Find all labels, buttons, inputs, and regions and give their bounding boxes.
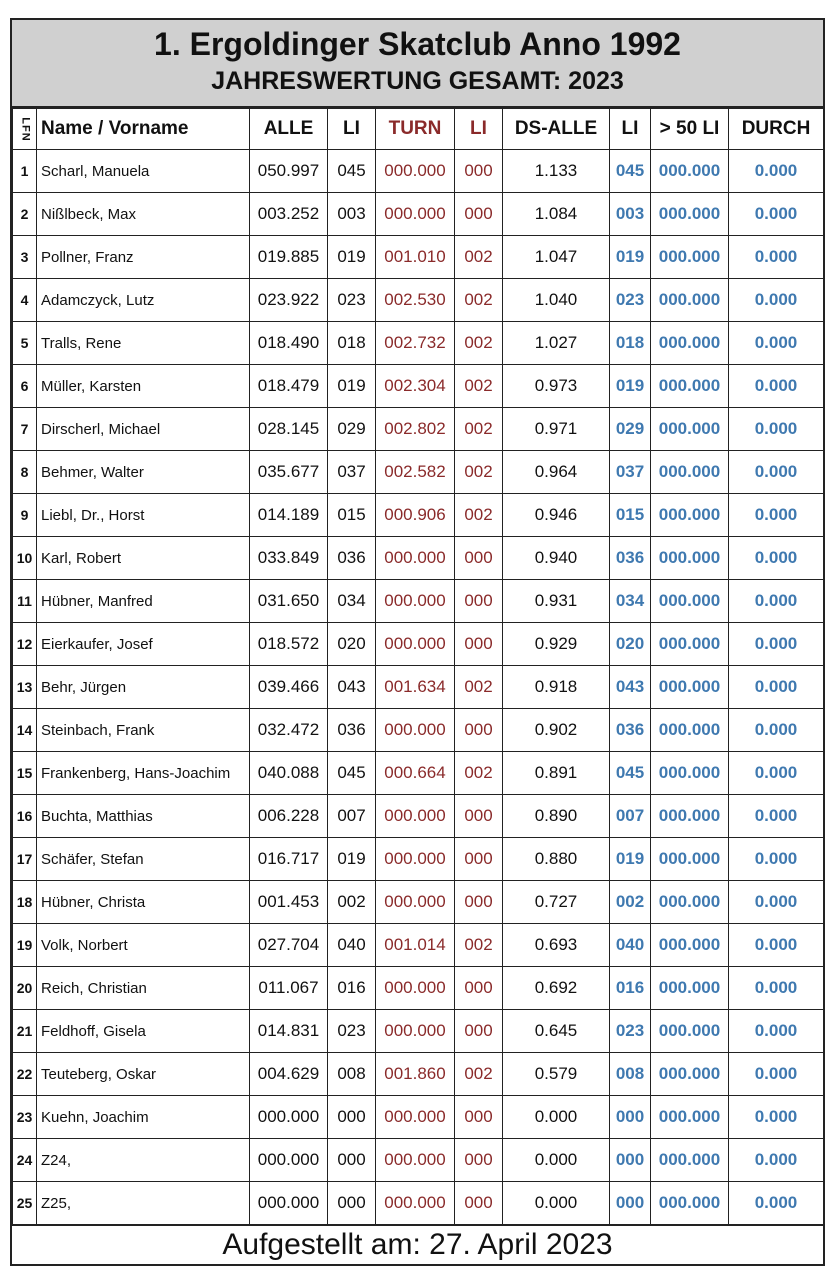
cell-li: 034 xyxy=(328,580,376,623)
cell-ds-li: 034 xyxy=(610,580,651,623)
cell-turn-li: 002 xyxy=(455,236,503,279)
cell-over-50-li: 000.000 xyxy=(651,451,729,494)
cell-li: 040 xyxy=(328,924,376,967)
cell-ds-li: 019 xyxy=(610,236,651,279)
cell-turn-li: 000 xyxy=(455,537,503,580)
cell-li: 019 xyxy=(328,236,376,279)
cell-li: 008 xyxy=(328,1053,376,1096)
club-title: 1. Ergoldinger Skatclub Anno 1992 xyxy=(154,26,681,62)
cell-ds-alle: 1.133 xyxy=(503,150,610,193)
cell-name: Hübner, Manfred xyxy=(37,580,250,623)
cell-ds-alle: 1.027 xyxy=(503,322,610,365)
cell-turn: 000.000 xyxy=(376,193,455,236)
cell-over-50-li: 000.000 xyxy=(651,795,729,838)
cell-ds-alle: 0.918 xyxy=(503,666,610,709)
cell-turn-li: 000 xyxy=(455,150,503,193)
cell-over-50-li: 000.000 xyxy=(651,322,729,365)
column-header-li: LI xyxy=(328,109,376,150)
cell-name: Nißlbeck, Max xyxy=(37,193,250,236)
cell-alle: 001.453 xyxy=(250,881,328,924)
cell-alle: 000.000 xyxy=(250,1096,328,1139)
cell-turn: 000.000 xyxy=(376,150,455,193)
cell-over-50-li: 000.000 xyxy=(651,666,729,709)
cell-name: Feldhoff, Gisela xyxy=(37,1010,250,1053)
cell-turn-li: 000 xyxy=(455,1096,503,1139)
cell-ds-li: 015 xyxy=(610,494,651,537)
cell-name: Steinbach, Frank xyxy=(37,709,250,752)
cell-ds-alle: 0.645 xyxy=(503,1010,610,1053)
cell-turn: 000.000 xyxy=(376,795,455,838)
cell-durch: 0.000 xyxy=(729,451,824,494)
cell-name: Buchta, Matthias xyxy=(37,795,250,838)
cell-ds-alle: 0.891 xyxy=(503,752,610,795)
cell-ds-li: 040 xyxy=(610,924,651,967)
cell-turn: 002.802 xyxy=(376,408,455,451)
cell-turn: 000.000 xyxy=(376,1139,455,1182)
cell-li: 045 xyxy=(328,150,376,193)
table-row xyxy=(13,408,824,451)
cell-li: 016 xyxy=(328,967,376,1010)
cell-ds-alle: 1.047 xyxy=(503,236,610,279)
cell-turn-li: 002 xyxy=(455,279,503,322)
cell-over-50-li: 000.000 xyxy=(651,1053,729,1096)
column-header-ds-alle: DS-ALLE xyxy=(503,109,610,150)
cell-lfn: 11 xyxy=(13,580,37,623)
cell-lfn: 18 xyxy=(13,881,37,924)
cell-durch: 0.000 xyxy=(729,1010,824,1053)
table-row xyxy=(13,795,824,838)
cell-over-50-li: 000.000 xyxy=(651,193,729,236)
cell-ds-li: 000 xyxy=(610,1096,651,1139)
cell-turn: 001.634 xyxy=(376,666,455,709)
cell-turn: 001.860 xyxy=(376,1053,455,1096)
cell-ds-alle: 0.931 xyxy=(503,580,610,623)
cell-li: 036 xyxy=(328,537,376,580)
cell-ds-li: 019 xyxy=(610,838,651,881)
table-row xyxy=(13,279,824,322)
table-row xyxy=(13,709,824,752)
cell-alle: 033.849 xyxy=(250,537,328,580)
table-row xyxy=(13,1096,824,1139)
cell-li: 045 xyxy=(328,752,376,795)
cell-lfn: 14 xyxy=(13,709,37,752)
cell-li: 043 xyxy=(328,666,376,709)
cell-ds-li: 019 xyxy=(610,365,651,408)
cell-ds-alle: 1.040 xyxy=(503,279,610,322)
cell-li: 020 xyxy=(328,623,376,666)
table-row xyxy=(13,193,824,236)
cell-lfn: 19 xyxy=(13,924,37,967)
cell-over-50-li: 000.000 xyxy=(651,365,729,408)
standings-sheet xyxy=(10,18,825,1266)
cell-turn-li: 000 xyxy=(455,795,503,838)
cell-ds-alle: 0.929 xyxy=(503,623,610,666)
sheet-header xyxy=(12,20,823,108)
cell-alle: 000.000 xyxy=(250,1139,328,1182)
cell-alle: 014.189 xyxy=(250,494,328,537)
cell-durch: 0.000 xyxy=(729,236,824,279)
table-row xyxy=(13,623,824,666)
cell-durch: 0.000 xyxy=(729,279,824,322)
cell-over-50-li: 000.000 xyxy=(651,279,729,322)
cell-lfn: 13 xyxy=(13,666,37,709)
cell-durch: 0.000 xyxy=(729,537,824,580)
cell-over-50-li: 000.000 xyxy=(651,1182,729,1225)
cell-turn: 002.304 xyxy=(376,365,455,408)
cell-durch: 0.000 xyxy=(729,666,824,709)
cell-durch: 0.000 xyxy=(729,494,824,537)
cell-durch: 0.000 xyxy=(729,580,824,623)
cell-turn-li: 002 xyxy=(455,494,503,537)
cell-ds-alle: 0.000 xyxy=(503,1096,610,1139)
cell-name: Adamczyck, Lutz xyxy=(37,279,250,322)
cell-turn: 000.000 xyxy=(376,537,455,580)
cell-ds-alle: 0.000 xyxy=(503,1139,610,1182)
cell-li: 019 xyxy=(328,365,376,408)
cell-name: Volk, Norbert xyxy=(37,924,250,967)
cell-alle: 011.067 xyxy=(250,967,328,1010)
cell-durch: 0.000 xyxy=(729,623,824,666)
cell-alle: 028.145 xyxy=(250,408,328,451)
column-header-durch: DURCH xyxy=(729,109,824,150)
cell-name: Liebl, Dr., Horst xyxy=(37,494,250,537)
cell-turn-li: 002 xyxy=(455,365,503,408)
cell-name: Hübner, Christa xyxy=(37,881,250,924)
table-row xyxy=(13,322,824,365)
cell-name: Müller, Karsten xyxy=(37,365,250,408)
cell-ds-li: 036 xyxy=(610,709,651,752)
cell-alle: 006.228 xyxy=(250,795,328,838)
cell-name: Teuteberg, Oskar xyxy=(37,1053,250,1096)
cell-durch: 0.000 xyxy=(729,924,824,967)
table-row xyxy=(13,666,824,709)
cell-name: Z24, xyxy=(37,1139,250,1182)
cell-turn-li: 002 xyxy=(455,666,503,709)
cell-turn: 000.000 xyxy=(376,1010,455,1053)
cell-ds-alle: 0.890 xyxy=(503,795,610,838)
cell-over-50-li: 000.000 xyxy=(651,236,729,279)
cell-alle: 003.252 xyxy=(250,193,328,236)
cell-ds-li: 023 xyxy=(610,1010,651,1053)
cell-name: Kuehn, Joachim xyxy=(37,1096,250,1139)
cell-li: 007 xyxy=(328,795,376,838)
column-header-alle: ALLE xyxy=(250,109,328,150)
table-header-row xyxy=(13,109,824,150)
table-row xyxy=(13,537,824,580)
cell-turn-li: 000 xyxy=(455,1010,503,1053)
cell-over-50-li: 000.000 xyxy=(651,752,729,795)
cell-ds-li: 036 xyxy=(610,537,651,580)
cell-lfn: 7 xyxy=(13,408,37,451)
cell-ds-alle: 0.727 xyxy=(503,881,610,924)
cell-ds-alle: 1.084 xyxy=(503,193,610,236)
table-row xyxy=(13,1182,824,1225)
cell-over-50-li: 000.000 xyxy=(651,1010,729,1053)
cell-turn: 000.000 xyxy=(376,967,455,1010)
table-row xyxy=(13,236,824,279)
cell-over-50-li: 000.000 xyxy=(651,580,729,623)
cell-turn-li: 000 xyxy=(455,1139,503,1182)
cell-durch: 0.000 xyxy=(729,709,824,752)
cell-alle: 040.088 xyxy=(250,752,328,795)
cell-durch: 0.000 xyxy=(729,1182,824,1225)
cell-lfn: 1 xyxy=(13,150,37,193)
table-row xyxy=(13,838,824,881)
cell-lfn: 2 xyxy=(13,193,37,236)
cell-ds-li: 002 xyxy=(610,881,651,924)
cell-name: Pollner, Franz xyxy=(37,236,250,279)
cell-alle: 018.572 xyxy=(250,623,328,666)
cell-over-50-li: 000.000 xyxy=(651,623,729,666)
cell-turn: 000.000 xyxy=(376,623,455,666)
cell-over-50-li: 000.000 xyxy=(651,494,729,537)
cell-name: Behmer, Walter xyxy=(37,451,250,494)
column-header-ds-li: LI xyxy=(610,109,651,150)
cell-lfn: 25 xyxy=(13,1182,37,1225)
cell-turn: 000.000 xyxy=(376,1182,455,1225)
cell-name: Tralls, Rene xyxy=(37,322,250,365)
cell-turn: 000.000 xyxy=(376,1096,455,1139)
cell-over-50-li: 000.000 xyxy=(651,150,729,193)
season-subtitle: JAHRESWERTUNG GESAMT: 2023 xyxy=(211,67,624,95)
cell-li: 018 xyxy=(328,322,376,365)
cell-alle: 032.472 xyxy=(250,709,328,752)
cell-durch: 0.000 xyxy=(729,365,824,408)
cell-li: 029 xyxy=(328,408,376,451)
cell-alle: 023.922 xyxy=(250,279,328,322)
cell-ds-li: 000 xyxy=(610,1139,651,1182)
cell-turn: 000.000 xyxy=(376,580,455,623)
cell-ds-li: 045 xyxy=(610,752,651,795)
cell-lfn: 4 xyxy=(13,279,37,322)
cell-durch: 0.000 xyxy=(729,967,824,1010)
cell-alle: 000.000 xyxy=(250,1182,328,1225)
cell-name: Z25, xyxy=(37,1182,250,1225)
table-row xyxy=(13,1139,824,1182)
cell-ds-li: 018 xyxy=(610,322,651,365)
cell-turn: 001.010 xyxy=(376,236,455,279)
cell-turn-li: 002 xyxy=(455,1053,503,1096)
cell-durch: 0.000 xyxy=(729,1053,824,1096)
cell-turn-li: 000 xyxy=(455,1182,503,1225)
cell-turn: 002.582 xyxy=(376,451,455,494)
cell-durch: 0.000 xyxy=(729,150,824,193)
cell-turn: 002.530 xyxy=(376,279,455,322)
cell-ds-li: 007 xyxy=(610,795,651,838)
cell-lfn: 9 xyxy=(13,494,37,537)
column-header-turn-li: LI xyxy=(455,109,503,150)
column-header-lfn: LFN xyxy=(13,109,37,150)
cell-ds-li: 003 xyxy=(610,193,651,236)
cell-li: 019 xyxy=(328,838,376,881)
cell-turn: 000.664 xyxy=(376,752,455,795)
cell-ds-alle: 0.964 xyxy=(503,451,610,494)
cell-name: Frankenberg, Hans-Joachim xyxy=(37,752,250,795)
cell-turn-li: 002 xyxy=(455,752,503,795)
cell-ds-li: 037 xyxy=(610,451,651,494)
table-row xyxy=(13,451,824,494)
cell-turn: 000.000 xyxy=(376,709,455,752)
cell-name: Dirscherl, Michael xyxy=(37,408,250,451)
cell-li: 036 xyxy=(328,709,376,752)
cell-over-50-li: 000.000 xyxy=(651,924,729,967)
cell-li: 023 xyxy=(328,279,376,322)
standings-table xyxy=(12,108,824,1225)
cell-li: 023 xyxy=(328,1010,376,1053)
cell-name: Scharl, Manuela xyxy=(37,150,250,193)
cell-li: 037 xyxy=(328,451,376,494)
cell-alle: 018.479 xyxy=(250,365,328,408)
cell-turn-li: 000 xyxy=(455,881,503,924)
cell-ds-li: 020 xyxy=(610,623,651,666)
table-row xyxy=(13,150,824,193)
cell-ds-li: 029 xyxy=(610,408,651,451)
table-row xyxy=(13,494,824,537)
cell-durch: 0.000 xyxy=(729,1139,824,1182)
cell-alle: 027.704 xyxy=(250,924,328,967)
cell-turn: 001.014 xyxy=(376,924,455,967)
cell-ds-alle: 0.946 xyxy=(503,494,610,537)
cell-over-50-li: 000.000 xyxy=(651,709,729,752)
cell-li: 000 xyxy=(328,1096,376,1139)
column-header-turn: TURN xyxy=(376,109,455,150)
cell-over-50-li: 000.000 xyxy=(651,1096,729,1139)
cell-ds-alle: 0.692 xyxy=(503,967,610,1010)
cell-alle: 019.885 xyxy=(250,236,328,279)
cell-lfn: 21 xyxy=(13,1010,37,1053)
cell-durch: 0.000 xyxy=(729,193,824,236)
column-header-name: Name / Vorname xyxy=(37,109,250,150)
cell-alle: 014.831 xyxy=(250,1010,328,1053)
cell-durch: 0.000 xyxy=(729,795,824,838)
cell-ds-alle: 0.971 xyxy=(503,408,610,451)
cell-lfn: 17 xyxy=(13,838,37,881)
table-row xyxy=(13,1053,824,1096)
cell-ds-alle: 0.973 xyxy=(503,365,610,408)
cell-turn-li: 000 xyxy=(455,193,503,236)
table-row xyxy=(13,1010,824,1053)
cell-turn-li: 000 xyxy=(455,709,503,752)
cell-durch: 0.000 xyxy=(729,1096,824,1139)
cell-ds-li: 008 xyxy=(610,1053,651,1096)
cell-lfn: 23 xyxy=(13,1096,37,1139)
table-row xyxy=(13,924,824,967)
cell-ds-li: 000 xyxy=(610,1182,651,1225)
cell-li: 002 xyxy=(328,881,376,924)
cell-ds-alle: 0.940 xyxy=(503,537,610,580)
cell-alle: 018.490 xyxy=(250,322,328,365)
table-row xyxy=(13,580,824,623)
cell-durch: 0.000 xyxy=(729,752,824,795)
cell-lfn: 16 xyxy=(13,795,37,838)
cell-turn: 000.000 xyxy=(376,881,455,924)
cell-lfn: 3 xyxy=(13,236,37,279)
cell-lfn: 10 xyxy=(13,537,37,580)
cell-turn-li: 002 xyxy=(455,322,503,365)
cell-name: Karl, Robert xyxy=(37,537,250,580)
footer-date: Aufgestellt am: 27. April 2023 xyxy=(12,1225,823,1264)
cell-ds-alle: 0.000 xyxy=(503,1182,610,1225)
cell-lfn: 15 xyxy=(13,752,37,795)
cell-alle: 039.466 xyxy=(250,666,328,709)
cell-turn-li: 000 xyxy=(455,623,503,666)
cell-li: 000 xyxy=(328,1182,376,1225)
cell-turn-li: 000 xyxy=(455,580,503,623)
table-row xyxy=(13,881,824,924)
cell-ds-alle: 0.902 xyxy=(503,709,610,752)
cell-lfn: 5 xyxy=(13,322,37,365)
cell-durch: 0.000 xyxy=(729,322,824,365)
cell-turn: 000.000 xyxy=(376,838,455,881)
cell-lfn: 8 xyxy=(13,451,37,494)
table-row xyxy=(13,752,824,795)
cell-alle: 035.677 xyxy=(250,451,328,494)
cell-turn-li: 002 xyxy=(455,408,503,451)
cell-li: 000 xyxy=(328,1139,376,1182)
cell-ds-li: 045 xyxy=(610,150,651,193)
cell-over-50-li: 000.000 xyxy=(651,967,729,1010)
cell-over-50-li: 000.000 xyxy=(651,537,729,580)
cell-durch: 0.000 xyxy=(729,408,824,451)
cell-ds-alle: 0.693 xyxy=(503,924,610,967)
cell-li: 015 xyxy=(328,494,376,537)
cell-alle: 016.717 xyxy=(250,838,328,881)
cell-name: Reich, Christian xyxy=(37,967,250,1010)
cell-turn: 000.906 xyxy=(376,494,455,537)
cell-alle: 031.650 xyxy=(250,580,328,623)
cell-turn: 002.732 xyxy=(376,322,455,365)
cell-alle: 004.629 xyxy=(250,1053,328,1096)
cell-durch: 0.000 xyxy=(729,838,824,881)
cell-lfn: 12 xyxy=(13,623,37,666)
cell-turn-li: 002 xyxy=(455,924,503,967)
cell-turn-li: 000 xyxy=(455,967,503,1010)
cell-lfn: 22 xyxy=(13,1053,37,1096)
cell-over-50-li: 000.000 xyxy=(651,1139,729,1182)
cell-ds-li: 016 xyxy=(610,967,651,1010)
cell-alle: 050.997 xyxy=(250,150,328,193)
cell-turn-li: 002 xyxy=(455,451,503,494)
cell-name: Schäfer, Stefan xyxy=(37,838,250,881)
cell-lfn: 6 xyxy=(13,365,37,408)
cell-name: Eierkaufer, Josef xyxy=(37,623,250,666)
cell-over-50-li: 000.000 xyxy=(651,408,729,451)
cell-durch: 0.000 xyxy=(729,881,824,924)
cell-ds-li: 023 xyxy=(610,279,651,322)
cell-ds-alle: 0.579 xyxy=(503,1053,610,1096)
cell-over-50-li: 000.000 xyxy=(651,881,729,924)
cell-lfn: 24 xyxy=(13,1139,37,1182)
table-row xyxy=(13,365,824,408)
column-header-over-50-li: > 50 LI xyxy=(651,109,729,150)
cell-ds-alle: 0.880 xyxy=(503,838,610,881)
cell-ds-li: 043 xyxy=(610,666,651,709)
cell-name: Behr, Jürgen xyxy=(37,666,250,709)
cell-li: 003 xyxy=(328,193,376,236)
cell-turn-li: 000 xyxy=(455,838,503,881)
cell-lfn: 20 xyxy=(13,967,37,1010)
table-row xyxy=(13,967,824,1010)
cell-over-50-li: 000.000 xyxy=(651,838,729,881)
